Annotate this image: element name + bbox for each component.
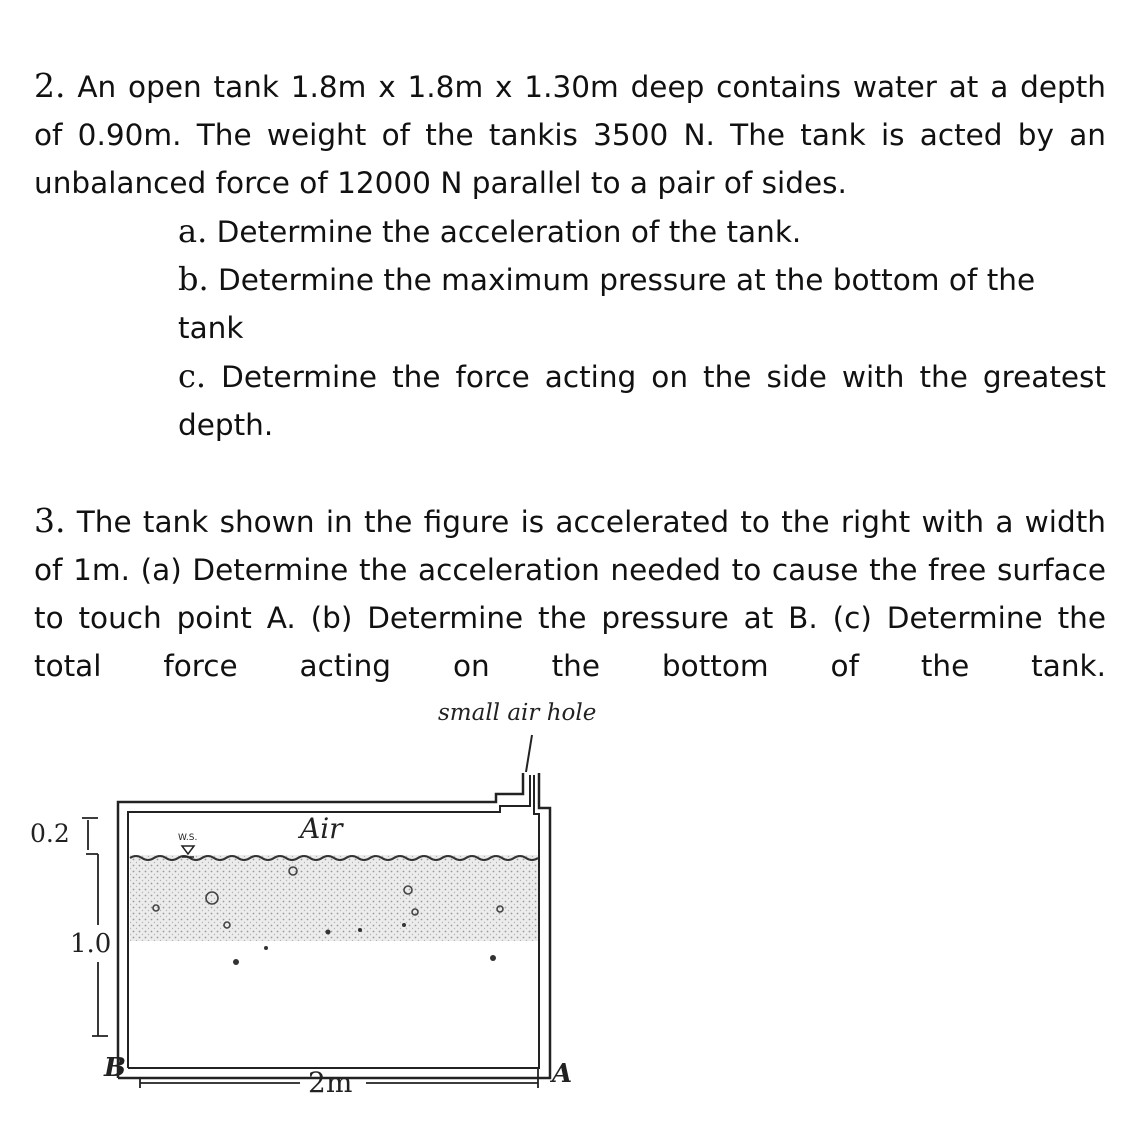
point-b-label: B: [104, 1053, 126, 1083]
dim-top-label: 0.2: [30, 819, 70, 848]
air-hole-pointer: [526, 735, 532, 772]
problem-2-part-c: [178, 352, 1106, 449]
part-c-text: Determine the force acting on the side with the greatest depth.: [178, 360, 1106, 442]
point-a-label: A: [552, 1059, 573, 1089]
air-hole-label: small air hole: [438, 700, 597, 726]
problem-3-body: The tank shown in the figure is accelerated to the right with a width of 1m. (a) Determine the acceleration needed to cause the free surface to touch point A. (b) Determine the pressure at B. (c) Determine the total force acting on the bottom of the tank.: [34, 505, 1106, 683]
problem-2-body: An open tank 1.8m x 1.8m x 1.30m deep contains water at a depth of 0.90m. The weight of the tankis 3500 N. The tank is acted by an unbalanced force of 12000 N parallel to a pair of sides.: [34, 70, 1106, 200]
problem-2-part-a: [178, 207, 1106, 256]
problem-2-number: 2.: [34, 66, 66, 105]
part-c-letter: c.: [178, 357, 207, 395]
part-b-letter: b.: [178, 260, 209, 298]
part-a-letter: a.: [178, 212, 208, 250]
dim-side-label: 1.0: [70, 929, 112, 959]
water-region: [130, 855, 538, 941]
part-a-text: Determine the acceleration of the tank.: [216, 215, 802, 249]
tank-figure: [30, 690, 650, 1115]
dim-width-label: 2m: [308, 1066, 353, 1099]
problem-2-text: [34, 62, 1106, 207]
problem-2-part-b: [178, 255, 1106, 352]
part-b-text: Determine the maximum pressure at the bottom of the tank: [178, 263, 1036, 345]
problem-3-text: [34, 497, 1106, 690]
water-surface-label: W.S.: [178, 833, 198, 843]
problem-3-number: 3.: [34, 501, 66, 540]
dim-top-bracket: [82, 818, 98, 854]
air-label: Air: [300, 812, 343, 845]
